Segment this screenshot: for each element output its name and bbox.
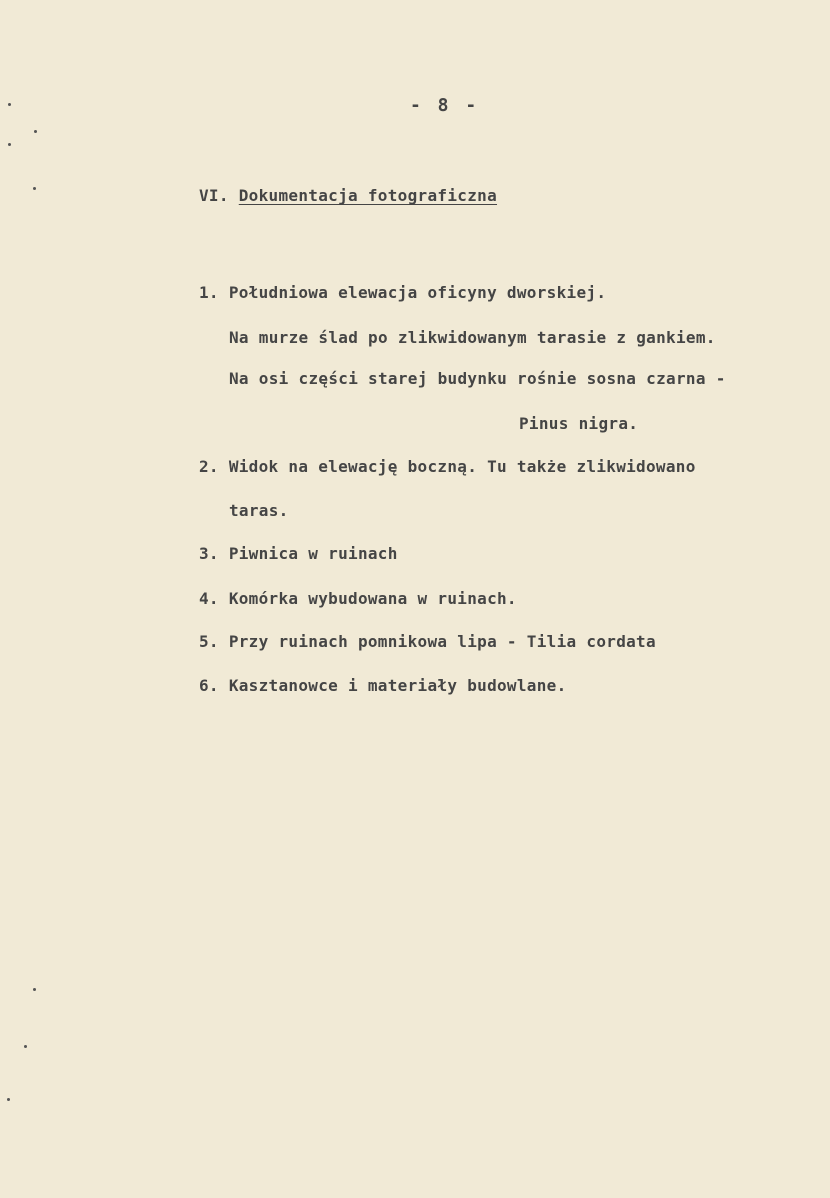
item-text: Przy ruinach pomnikowa lipa - Tilia cordata [228, 632, 656, 651]
item-text-continuation: Pinus nigra. [519, 414, 639, 433]
item-text: Komórka wybudowana w ruinach. [228, 589, 517, 608]
item-text: Piwnica w ruinach [228, 544, 398, 563]
item-number: 5. [199, 632, 219, 651]
item-text-continuation: taras. [229, 501, 289, 520]
list-item [199, 457, 696, 477]
margin-speck [33, 988, 36, 991]
page-number: - 8 - [410, 95, 480, 116]
section-title: Dokumentacja fotograficzna [238, 186, 498, 205]
list-item [199, 676, 567, 696]
list-item [199, 589, 517, 609]
margin-speck [24, 1045, 27, 1048]
item-text-continuation: Na osi części starej budynku rośnie sosna czarna - [229, 369, 726, 388]
list-item [199, 632, 656, 652]
margin-speck [33, 187, 36, 190]
item-number: 4. [199, 589, 219, 608]
list-item [199, 283, 606, 303]
item-text: Południowa elewacja oficyny dworskiej. [228, 283, 607, 302]
item-text-continuation: Na murze ślad po zlikwidowanym tarasie z gankiem. [229, 328, 716, 347]
section-numeral: VI. [199, 186, 229, 205]
margin-speck [8, 143, 11, 146]
item-text: Widok na elewację boczną. Tu także zlikwidowano [228, 457, 696, 476]
list-item [199, 544, 398, 564]
section-heading [199, 186, 497, 206]
item-number: 3. [199, 544, 219, 563]
margin-speck [7, 1098, 10, 1101]
item-number: 2. [199, 457, 219, 476]
item-text: Kasztanowce i materiały budowlane. [228, 676, 567, 695]
item-number: 6. [199, 676, 219, 695]
margin-speck [8, 103, 11, 106]
margin-speck [34, 130, 37, 133]
item-number: 1. [199, 283, 219, 302]
